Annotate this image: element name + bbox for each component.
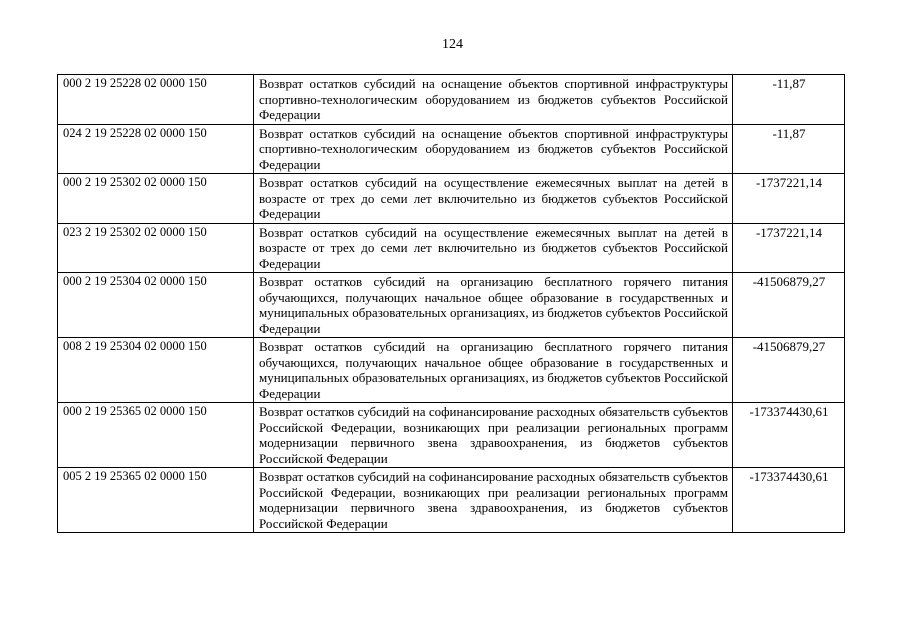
description-cell: Возврат остатков субсидий на оснащение объектов спортивной инфраструктуры спортивно-технологическим оборудованием из бюджетов субъектов Российской Федерации bbox=[254, 124, 733, 174]
budget-code-cell: 000 2 19 25365 02 0000 150 bbox=[58, 403, 254, 468]
table-row bbox=[58, 124, 845, 174]
description-cell: Возврат остатков субсидий на организацию бесплатного горячего питания обучающихся, получающих начальное общее образование в государственных и муниципальных образовательных организациях, из бюджетов субъектов Российской Федерации bbox=[254, 338, 733, 403]
budget-code-cell: 000 2 19 25304 02 0000 150 bbox=[58, 273, 254, 338]
description-cell: Возврат остатков субсидий на организацию бесплатного горячего питания обучающихся, получающих начальное общее образование в государственных и муниципальных образовательных организациях, из бюджетов субъектов Российской Федерации bbox=[254, 273, 733, 338]
table-row bbox=[58, 338, 845, 403]
budget-code-cell: 023 2 19 25302 02 0000 150 bbox=[58, 223, 254, 273]
amount-cell: -1737221,14 bbox=[733, 223, 845, 273]
amount-cell: -41506879,27 bbox=[733, 273, 845, 338]
description-cell: Возврат остатков субсидий на осуществление ежемесячных выплат на детей в возрасте от трех до семи лет включительно из бюджетов субъектов Российской Федерации bbox=[254, 174, 733, 224]
description-cell: Возврат остатков субсидий на осуществление ежемесячных выплат на детей в возрасте от трех до семи лет включительно из бюджетов субъектов Российской Федерации bbox=[254, 223, 733, 273]
amount-cell: -11,87 bbox=[733, 75, 845, 125]
table-row bbox=[58, 174, 845, 224]
amount-cell: -11,87 bbox=[733, 124, 845, 174]
amount-cell: -173374430,61 bbox=[733, 468, 845, 533]
budget-table bbox=[57, 74, 845, 533]
description-cell: Возврат остатков субсидий на оснащение объектов спортивной инфраструктуры спортивно-технологическим оборудованием из бюджетов субъектов Российской Федерации bbox=[254, 75, 733, 125]
amount-cell: -1737221,14 bbox=[733, 174, 845, 224]
budget-code-cell: 024 2 19 25228 02 0000 150 bbox=[58, 124, 254, 174]
table-row bbox=[58, 273, 845, 338]
amount-cell: -173374430,61 bbox=[733, 403, 845, 468]
budget-code-cell: 005 2 19 25365 02 0000 150 bbox=[58, 468, 254, 533]
table-row bbox=[58, 403, 845, 468]
description-cell: Возврат остатков субсидий на софинансирование расходных обязательств субъектов Российской Федерации, возникающих при реализации региональных программ модернизации первичного звена здравоохранения, из бюджетов субъектов Российской Федерации bbox=[254, 468, 733, 533]
table-row bbox=[58, 223, 845, 273]
budget-code-cell: 008 2 19 25304 02 0000 150 bbox=[58, 338, 254, 403]
budget-code-cell: 000 2 19 25302 02 0000 150 bbox=[58, 174, 254, 224]
table-row bbox=[58, 468, 845, 533]
table-row bbox=[58, 75, 845, 125]
description-cell: Возврат остатков субсидий на софинансирование расходных обязательств субъектов Российской Федерации, возникающих при реализации региональных программ модернизации первичного звена здравоохранения, из бюджетов субъектов Российской Федерации bbox=[254, 403, 733, 468]
budget-code-cell: 000 2 19 25228 02 0000 150 bbox=[58, 75, 254, 125]
page-number: 124 bbox=[442, 37, 463, 52]
amount-cell: -41506879,27 bbox=[733, 338, 845, 403]
